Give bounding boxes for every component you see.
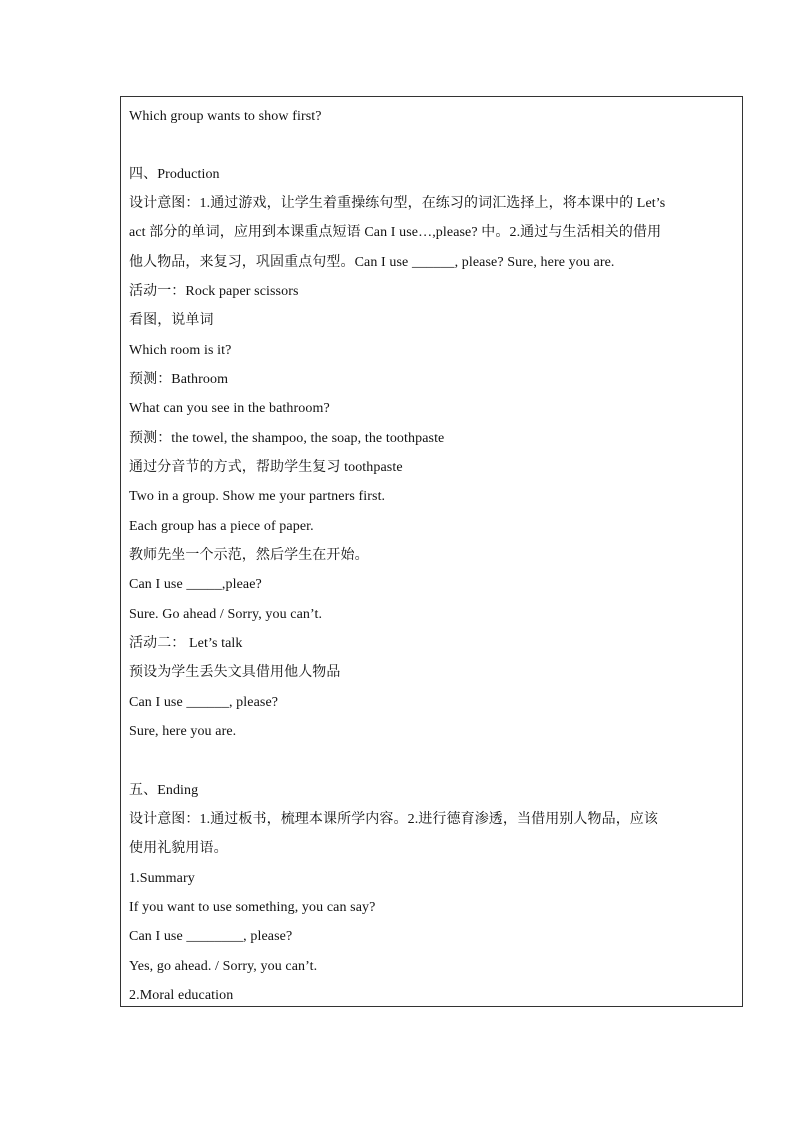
look-and-say-words: 看图，说单词 [129,313,214,328]
prediction-bathroom-items: 预测：the towel, the shampoo, the soap, the toothpaste [129,431,445,446]
teacher-demo-note: 教师先坐一个示范，然后学生在开始。 [129,548,369,563]
moral-education-heading: 2.Moral education [129,988,234,1003]
section-heading-ending: 五、Ending [129,783,199,798]
pattern-can-i-use-summary: Can I use ________, please? [129,929,293,944]
design-intent-ending-line-1: 设计意图：1.通过板书，梳理本课所学内容。2.进行德育渗透，当借用别人物品，应该 [129,812,658,827]
design-intent-production-line-1: 设计意图：1.通过游戏，让学生着重操练句型，在练习的词汇选择上，将本课中的 Let’s [129,196,666,211]
pattern-can-i-use-please: Can I use ______, please? [129,695,279,710]
question-what-in-bathroom: What can you see in the bathroom? [129,401,330,416]
activity-one-heading: 活动一：Rock paper scissors [129,284,299,299]
design-intent-production-line-3: 他人物品，来复习，巩固重点句型。Can I use ______, please? Sure, here you are. [129,255,615,270]
instruction-piece-of-paper: Each group has a piece of paper. [129,519,314,534]
design-intent-production-line-2: act 部分的单词，应用到本课重点短语 Can I use…,please? 中。2.通过与生活相关的借用 [129,225,662,240]
question-which-room: Which room is it? [129,343,232,358]
response-here-you-are: Sure, here you are. [129,724,237,739]
summary-heading: 1.Summary [129,871,195,886]
activity-two-setup: 预设为学生丢失文具借用他人物品 [129,665,341,680]
instruction-two-in-group: Two in a group. Show me your partners first. [129,489,386,504]
prediction-bathroom: 预测：Bathroom [129,372,229,387]
pattern-can-i-use-pleae: Can I use _____,pleae? [129,577,262,592]
section-heading-production: 四、Production [129,167,220,182]
document-table-cell [120,96,743,1007]
activity-two-heading: 活动二： Let’s talk [129,636,243,651]
question-if-you-want: If you want to use something, you can say? [129,900,376,915]
response-yes-go-ahead: Yes, go ahead. / Sorry, you can’t. [129,959,318,974]
syllable-review-note: 通过分音节的方式，帮助学生复习 toothpaste [129,460,403,475]
question-which-group-first: Which group wants to show first? [129,109,322,124]
response-go-ahead-sorry: Sure. Go ahead / Sorry, you can’t. [129,607,323,622]
design-intent-ending-line-2: 使用礼貌用语。 [129,841,228,856]
